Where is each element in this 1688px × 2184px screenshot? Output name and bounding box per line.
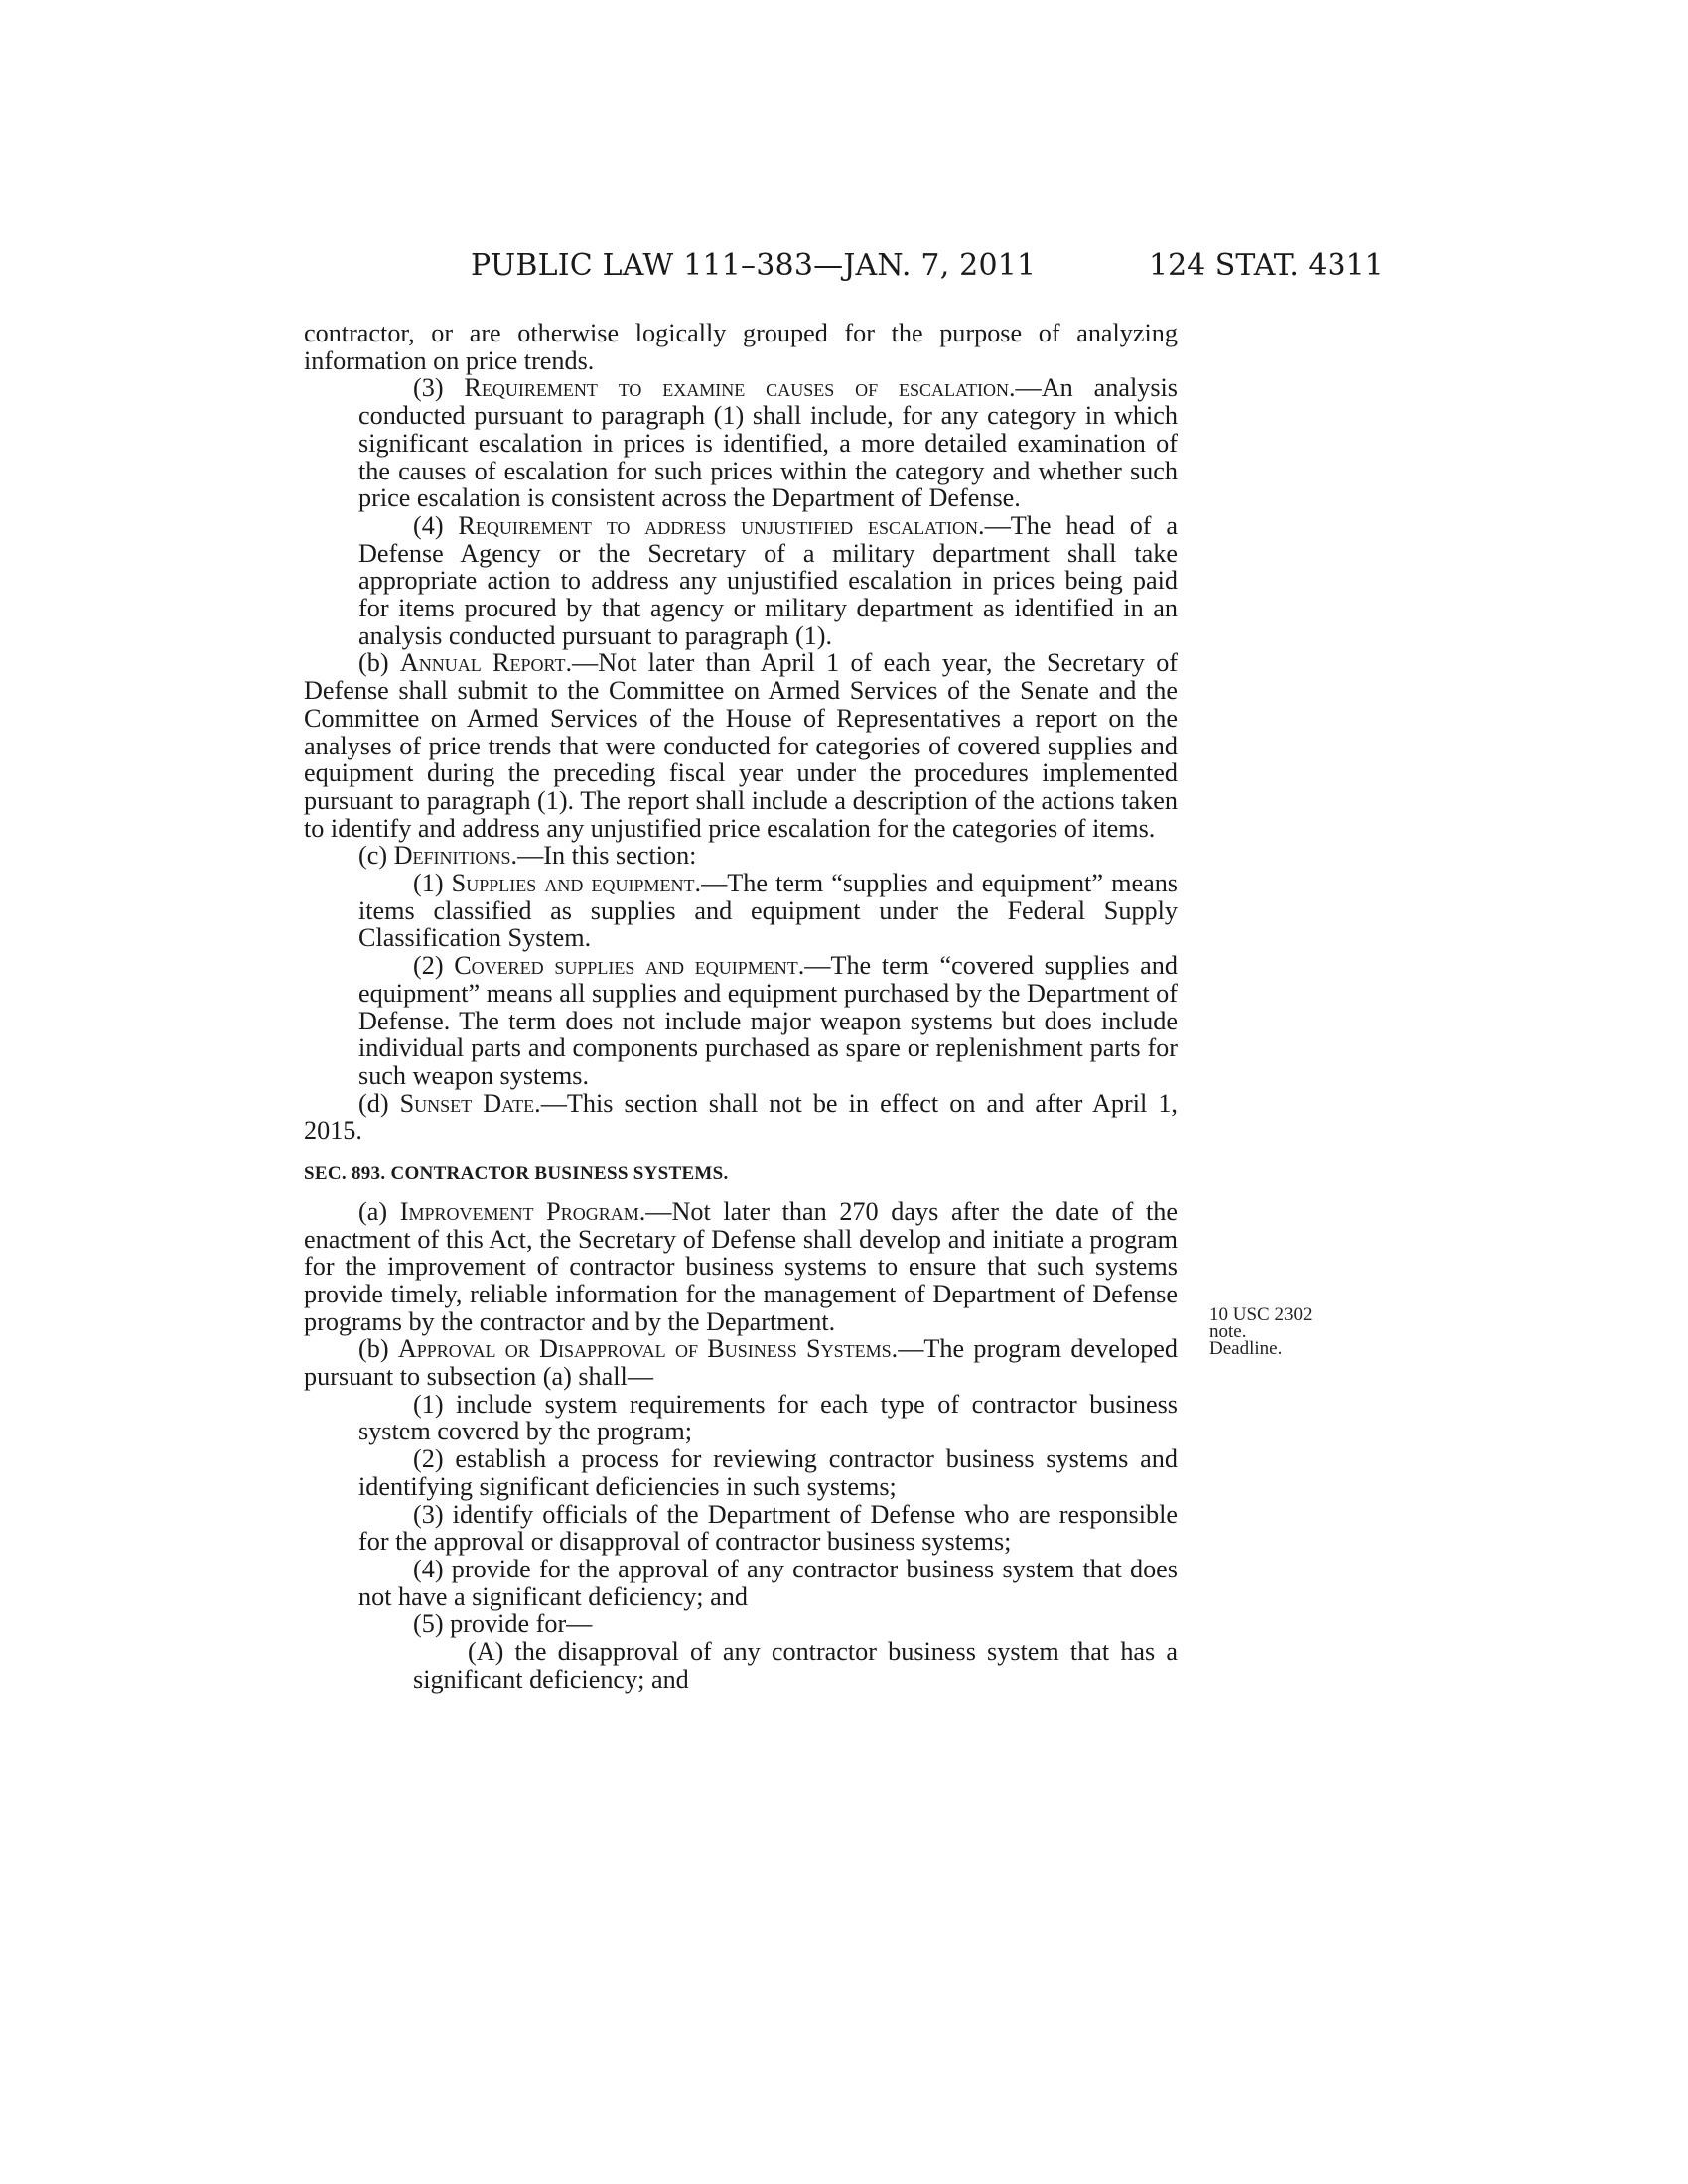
subsection-number: (d) [358,1088,400,1118]
margin-note-citation: 10 USC 2302 [1209,1304,1313,1325]
margin-note-deadline: Deadline. [1209,1338,1283,1359]
paragraph-heading: Requirement to examine causes of escalation. [464,373,1016,403]
subsection-heading: Approval or Disapproval of Business Systems. [397,1334,899,1364]
paragraph-number: (3) [413,373,465,403]
list-item: (1) include system requirements for each type of contractor business system covered by the program; [358,1389,1178,1446]
list-item: (2) establish a process for reviewing contractor business systems and identifying significant deficiencies in such systems; [358,1444,1178,1501]
running-head: PUBLIC LAW 111–383—JAN. 7, 2011 [471,248,1037,283]
subsection-text: —In this section: [517,841,697,871]
paragraph-4 [304,512,1178,650]
paragraph-text: —The term “covered supplies and equipment” means all supplies and equipment purchased by the Department of Defense. The term does not include major weapon systems but does include individual parts and components purchased as spare or replenishment parts for such weapon systems. [358,951,1178,1090]
paragraph-number: (2) [413,951,455,981]
margin-notes [1209,1306,1358,1357]
subsection-heading: Sunset Date. [399,1088,541,1118]
paragraph-heading: Supplies and equipment. [451,869,702,898]
paragraph-text: —An analysis conducted pursuant to paragraph (1) shall include, for any category in which significant escalation in prices is identified, a more detailed examination of the causes of escalation for such prices within the category and whether such price escalation is consistent across the Department of Defense. [358,373,1178,513]
paragraph-heading: Covered supplies and equipment. [454,951,805,981]
margin-note-note: note. [1209,1321,1247,1342]
subsection-c-definitions [304,842,1178,870]
subsection-number: (a) [358,1196,400,1226]
list-item: (5) provide for— [413,1609,593,1639]
subsection-b-approval [304,1335,1178,1390]
subsection-b-annual-report [304,649,1178,842]
subsection-text: —Not later than 270 days after the date of the enactment of this Act, the Secretary of Defense shall develop and initiate a program for the improvement of contractor business systems to ensure that such systems provide timely, reliable information for the management of Department of Defense programs by the contractor and by the Department. [304,1196,1178,1336]
subsection-a-improvement-program [304,1198,1178,1336]
paragraph-text: contractor, or are otherwise logically grouped for the purpose of analyzing information on price trends. [304,319,1178,375]
definition-1 [304,870,1178,952]
subsection-heading: Definitions. [393,841,518,871]
list-item: (3) identify officials of the Department of Defense who are responsible for the approval or disapproval of contractor business systems; [358,1499,1178,1557]
page-header [0,248,1688,288]
section-heading: SEC. 893. CONTRACTOR BUSINESS SYSTEMS. [304,1163,729,1185]
subsection-heading: Annual Report. [399,648,572,678]
paragraph-text: —The term “supplies and equipment” means items classified as supplies and equipment under the Federal Supply Classification System. [358,869,1178,953]
paragraph-number: (4) [413,510,459,540]
sub-list-item: (A) the disapproval of any contractor business system that has a significant deficiency; and [413,1637,1178,1694]
paragraph-heading: Requirement to address unjustified escalation. [458,510,985,540]
subsection-number: (b) [358,1334,398,1364]
subsection-d-sunset-date [304,1090,1178,1145]
paragraph-continuation [304,320,1178,374]
document-body [304,320,1178,1693]
subsection-number: (b) [358,648,400,678]
subsection-heading: Improvement Program. [399,1196,646,1226]
subsection-text: —The program developed pursuant to subsection (a) shall— [304,1334,1179,1392]
paragraph-number: (1) [413,869,452,898]
subsection-text: —Not later than April 1 of each year, the Secretary of Defense shall submit to the Committee on Armed Services of the Senate and the Committee on Armed Services of the House of Representatives a report on the analyses of price trends that were conducted for categories of covered supplies and equipment during the preceding fiscal year under the procedures implemented pursuant to paragraph (1). The report shall include a description of the actions taken to identify and address any unjustified price escalation for the categories of items. [304,648,1179,843]
list-item: (4) provide for the approval of any contractor business system that does not have a significant deficiency; and [358,1554,1178,1611]
statute-page-reference: 124 STAT. 4311 [1149,248,1384,283]
paragraph-3 [304,374,1178,512]
paragraph-text: —The head of a Defense Agency or the Secretary of a military department shall take appropriate action to address any unjustified escalation in prices being paid for items procured by that agency or military department as identified in an analysis conducted pursuant to paragraph (1). [358,510,1179,650]
definition-2 [304,952,1178,1090]
subsection-text: —This section shall not be in effect on and after April 1, 2015. [304,1088,1178,1146]
subsection-number: (c) [358,841,394,871]
